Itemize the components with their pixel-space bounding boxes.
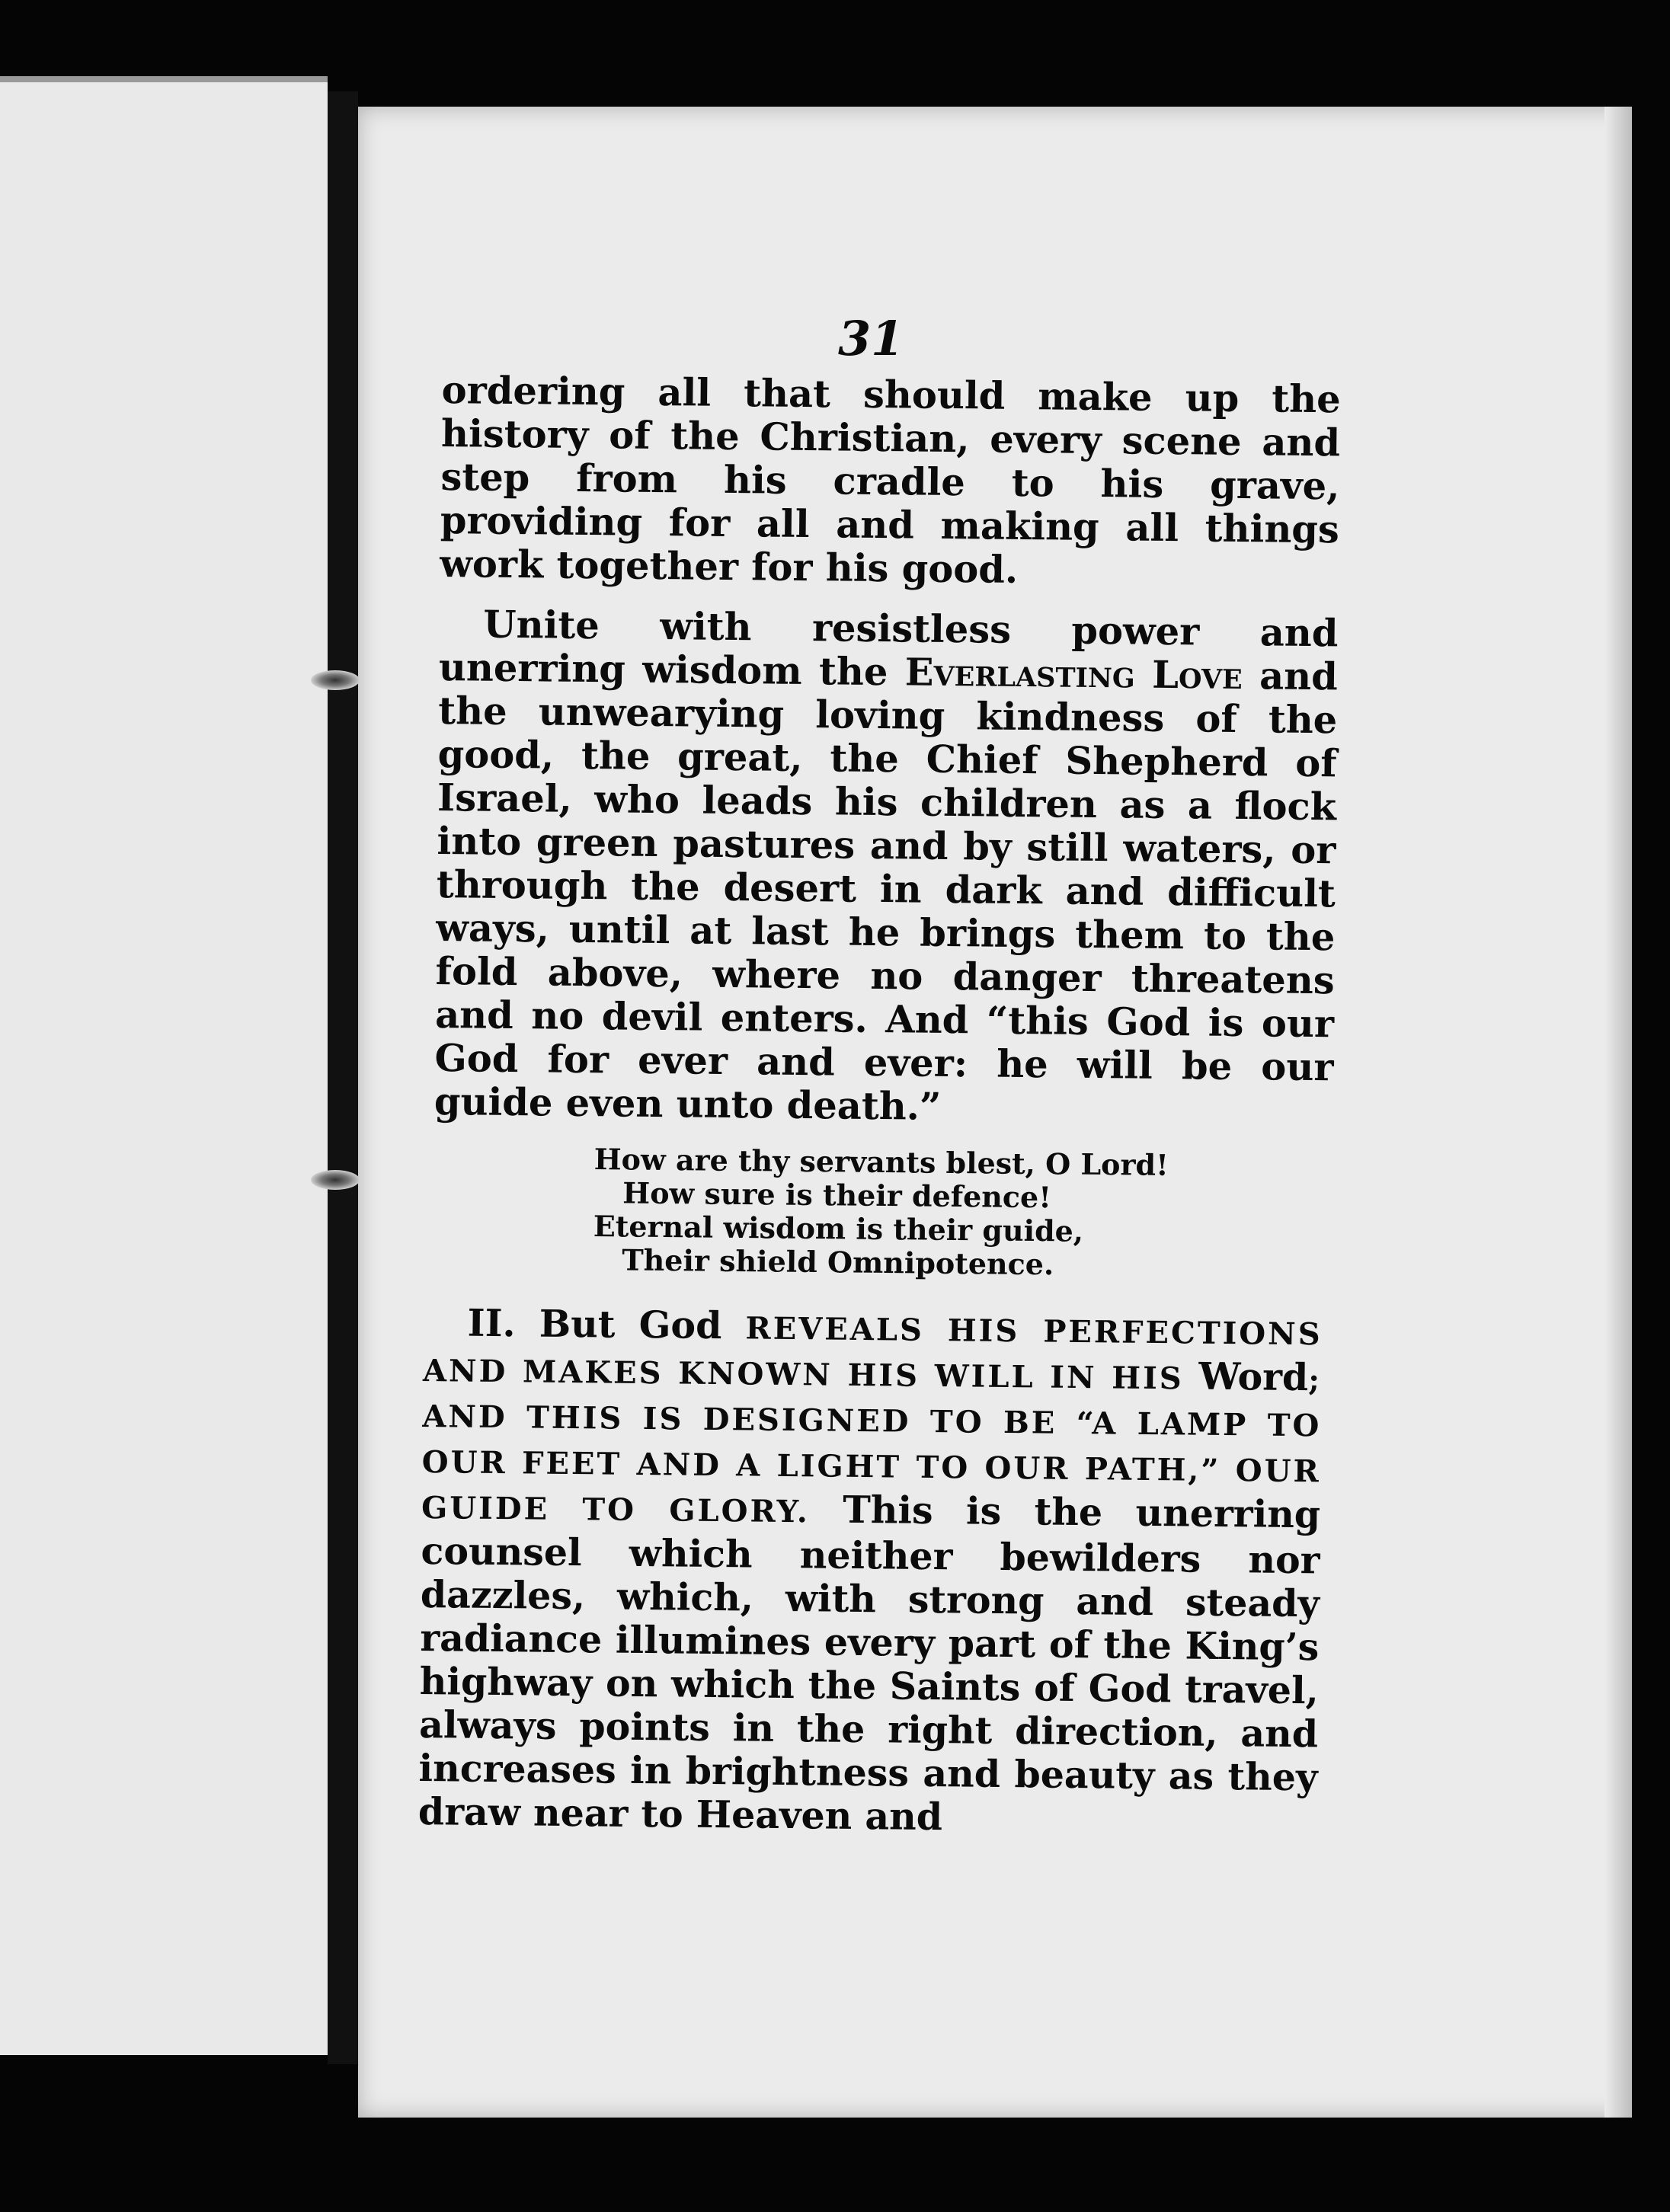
poem-line: Their shield Omnipotence. xyxy=(622,1242,1054,1282)
page-number: 31 xyxy=(838,311,904,366)
book-gutter xyxy=(328,91,358,2064)
section-two-caps-a: REVEALS HIS PERFECTIONS AND MAKES KNOWN HIS WILL IN HIS xyxy=(422,1310,1323,1397)
everlasting-love-caps: Everlasting Love xyxy=(904,650,1243,698)
paragraph-2 xyxy=(434,603,1339,1133)
poem-stanza xyxy=(593,1143,1173,1283)
section-two-rest: This is the unerring counsel which neither bewilders nor dazzles, which, with strong and steady radiance illumines every part of the King’s highway on which the Saints of God travel, always points in the right direction, and increases in brightness and beauty as they draw near to Heaven and xyxy=(418,1487,1321,1840)
poem-line: How are thy servants blest, O Lord! xyxy=(593,1142,1169,1182)
paragraph-1: ordering all that should make up the history of the Christian, every scene and step from his cradle to his grave, providing for all and making all things work together for his good. xyxy=(440,368,1341,592)
section-two-word: Word xyxy=(1198,1354,1309,1400)
paragraph-2-rest: and the unwearying loving kindness of the good, the great, the Chief Shepherd of Israel, who leads his children as a flock into green pastures and by still waters, or through the desert in dark and difficult ways, until at last he brings them to the fold above, where no danger threatens and no devil enters. And “this God is our God for ever and ever: he will be our guide even unto death.” xyxy=(433,654,1339,1129)
paragraph-2-start: Unite with resistless power and unerring wisdom the xyxy=(438,602,1339,695)
section-two-caps-b: ; AND THIS IS DESIGNED TO BE “A LAMP TO OUR FEET AND A LIGHT TO OUR PATH,” OUR GUIDE TO GLORY. xyxy=(421,1362,1323,1530)
poem-line: Eternal wisdom is their guide, xyxy=(593,1208,1084,1248)
section-two-lead: II. But God xyxy=(467,1300,746,1348)
section-two xyxy=(418,1301,1323,1843)
binding-thread-mark xyxy=(311,670,360,690)
left-page xyxy=(0,76,328,2055)
body-text xyxy=(434,369,1341,1133)
poem-line: How sure is their defence! xyxy=(622,1175,1052,1215)
binding-thread-mark xyxy=(311,1170,360,1190)
section-two-paragraph xyxy=(418,1301,1323,1843)
